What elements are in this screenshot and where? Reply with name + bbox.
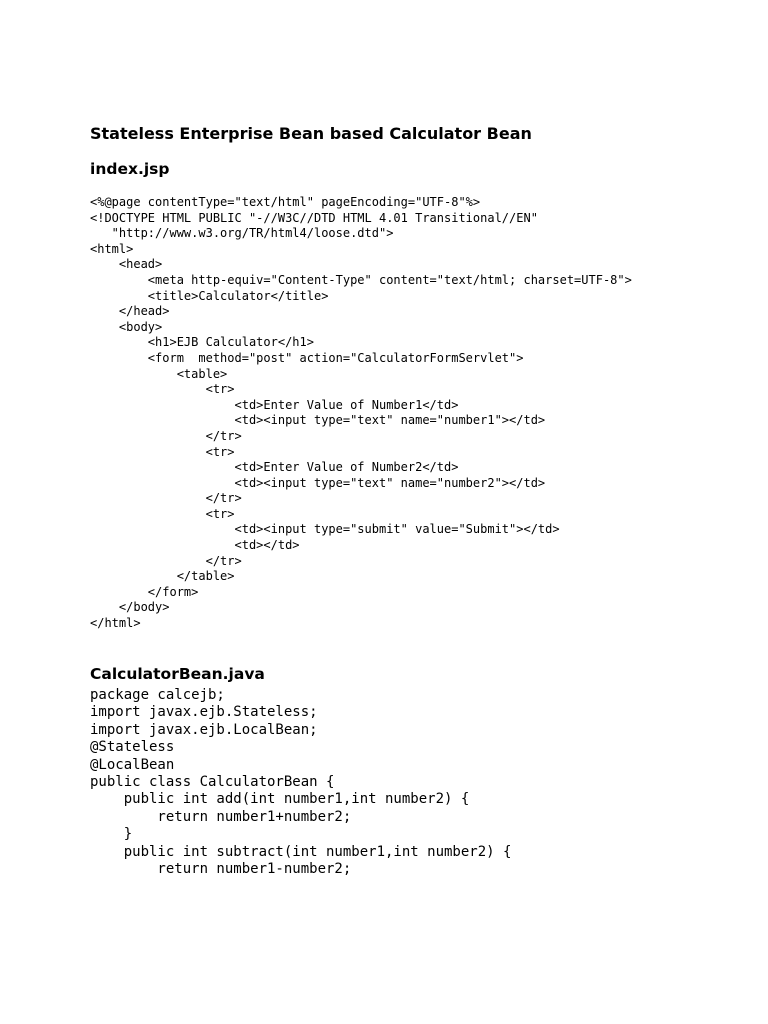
code-line: </tr> [90, 491, 242, 506]
code-line: <td></td> [90, 538, 300, 553]
code-line: package calcejb; [90, 687, 225, 703]
code-line: @Stateless [90, 739, 175, 756]
code-line: public int subtract(int number1,int number2) { [90, 843, 512, 860]
code-line: <body> [90, 319, 163, 334]
code-line: <tr> [90, 444, 235, 459]
code-line: <table> [90, 366, 228, 381]
code-line: <tr> [90, 506, 235, 521]
section-heading-calculator-bean-java: CalculatorBean.java [90, 665, 265, 683]
code-line: <td><input type="text" name="number2"></td> [90, 475, 546, 490]
code-line: <tr> [90, 382, 235, 397]
code-line: <td>Enter Value of Number1</td> [90, 397, 459, 412]
code-block-index-jsp [90, 195, 632, 632]
code-line: <td><input type="submit" value="Submit"></td> [90, 522, 560, 537]
code-line: </html> [90, 616, 141, 631]
code-line: public class CalculatorBean { [90, 774, 335, 791]
code-line: <meta http-equiv="Content-Type" content="text/html; charset=UTF-8"> [90, 272, 632, 287]
code-line: <html> [90, 241, 134, 256]
code-line: <td>Enter Value of Number2</td> [90, 460, 459, 475]
code-line: </tr> [90, 553, 242, 568]
code-line: <head> [90, 257, 163, 272]
code-line: public int add(int number1,int number2) { [90, 791, 470, 808]
code-line: <form method="post" action="CalculatorFormServlet"> [90, 350, 524, 365]
section-heading-index-jsp: index.jsp [90, 160, 170, 178]
code-line: </form> [90, 584, 199, 599]
code-line: <h1>EJB Calculator</h1> [90, 335, 314, 350]
code-line: return number1+number2; [90, 808, 352, 825]
code-line: import javax.ejb.Stateless; [90, 704, 318, 721]
code-line: <title>Calculator</title> [90, 288, 329, 303]
code-line: </tr> [90, 428, 242, 443]
code-line: </body> [90, 600, 170, 615]
code-block-calculator-bean-java [90, 687, 511, 878]
code-line: "http://www.w3.org/TR/html4/loose.dtd"> [90, 226, 394, 241]
code-line: } [90, 826, 133, 843]
code-line: <%@page contentType="text/html" pageEncoding="UTF-8"%> [90, 195, 481, 209]
code-line: <!DOCTYPE HTML PUBLIC "-//W3C//DTD HTML 4.01 Transitional//EN" [90, 210, 538, 225]
code-line: <td><input type="text" name="number1"></td> [90, 413, 546, 428]
code-line: import javax.ejb.LocalBean; [90, 721, 318, 738]
code-line: @LocalBean [90, 756, 175, 773]
code-line: return number1-number2; [90, 861, 352, 878]
code-line: </table> [90, 569, 235, 584]
document-title: Stateless Enterprise Bean based Calculator Bean [90, 124, 532, 143]
code-line: </head> [90, 304, 170, 319]
